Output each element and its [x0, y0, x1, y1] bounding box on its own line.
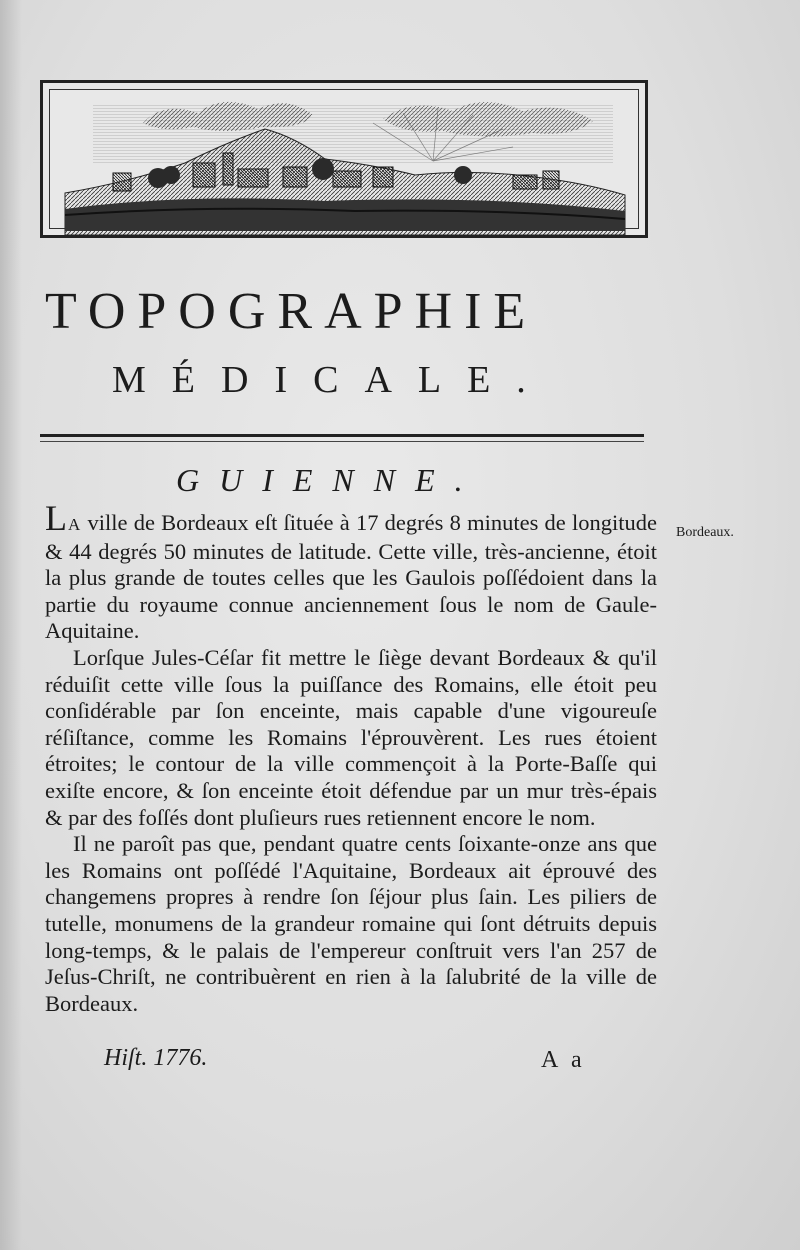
- paragraph-2: Lorſque Jules-Céſar fit mettre le ſiège devant Bordeaux & qu'il réduiſit cette ville ſous la puiſſance des Romains, elle étoit peu conſidérable par ſon enceinte, mais capable d'une vigoureuſe réſiſtance, comme les Romains l'éprouvèrent. Les rues étoient étroites; le contour de la ville commençoit à la Porte-Baſſe qui exiſte encore, & ſon enceinte étoit défendue par un mur très-épais & par des foſſés dont pluſieurs rues retiennent encore le nom.: [45, 644, 657, 830]
- gathering-mark: A a: [541, 1047, 586, 1073]
- paragraph-1-text: ville de Bordeaux eſt ſituée à 17 degrés 8 minutes de longitude & 44 degrés 50 minutes de latitude. Cette ville, très-ancienne, étoit la plus grande de toutes celles que les Gaulois poſſédoient dans la partie du royaume connue anciennement ſous le nom de Gaule-Aquitaine.: [45, 510, 657, 644]
- spine-shadow: [0, 0, 22, 1250]
- landscape-engraving-art: [43, 83, 645, 235]
- double-rule-divider: [40, 434, 644, 442]
- landscape-engraving: [40, 80, 648, 238]
- paragraph-3: Il ne paroît pas que, pendant quatre cents ſoixante-onze ans que les Romains ont poſſédé l'Aquitaine, Bordeaux ait éprouvé des changemens propres à rendre ſon ſéjour plus ſain. Les piliers de tutelle, monumens de la grandeur romaine qui ſont détruits depuis long-temps, & le palais de l'empereur conſtruit vers l'an 257 de Jeſus-Chriſt, ne contribuèrent en rien à la ſalubrité de la ville de Bordeaux.: [45, 831, 657, 1016]
- marginal-note: Bordeaux.: [676, 525, 734, 540]
- initial-capital: L: [45, 498, 68, 538]
- paragraph-1: [45, 498, 657, 645]
- section-heading: GUIENNE.: [176, 462, 483, 498]
- page-subtitle: MÉDICALE.: [112, 359, 552, 401]
- page-title: TOPOGRAPHIE: [45, 283, 538, 340]
- signature-mark: Hiſt. 1776.: [104, 1045, 208, 1071]
- body-text: [45, 498, 657, 1017]
- initial-smallcap: A: [68, 515, 82, 534]
